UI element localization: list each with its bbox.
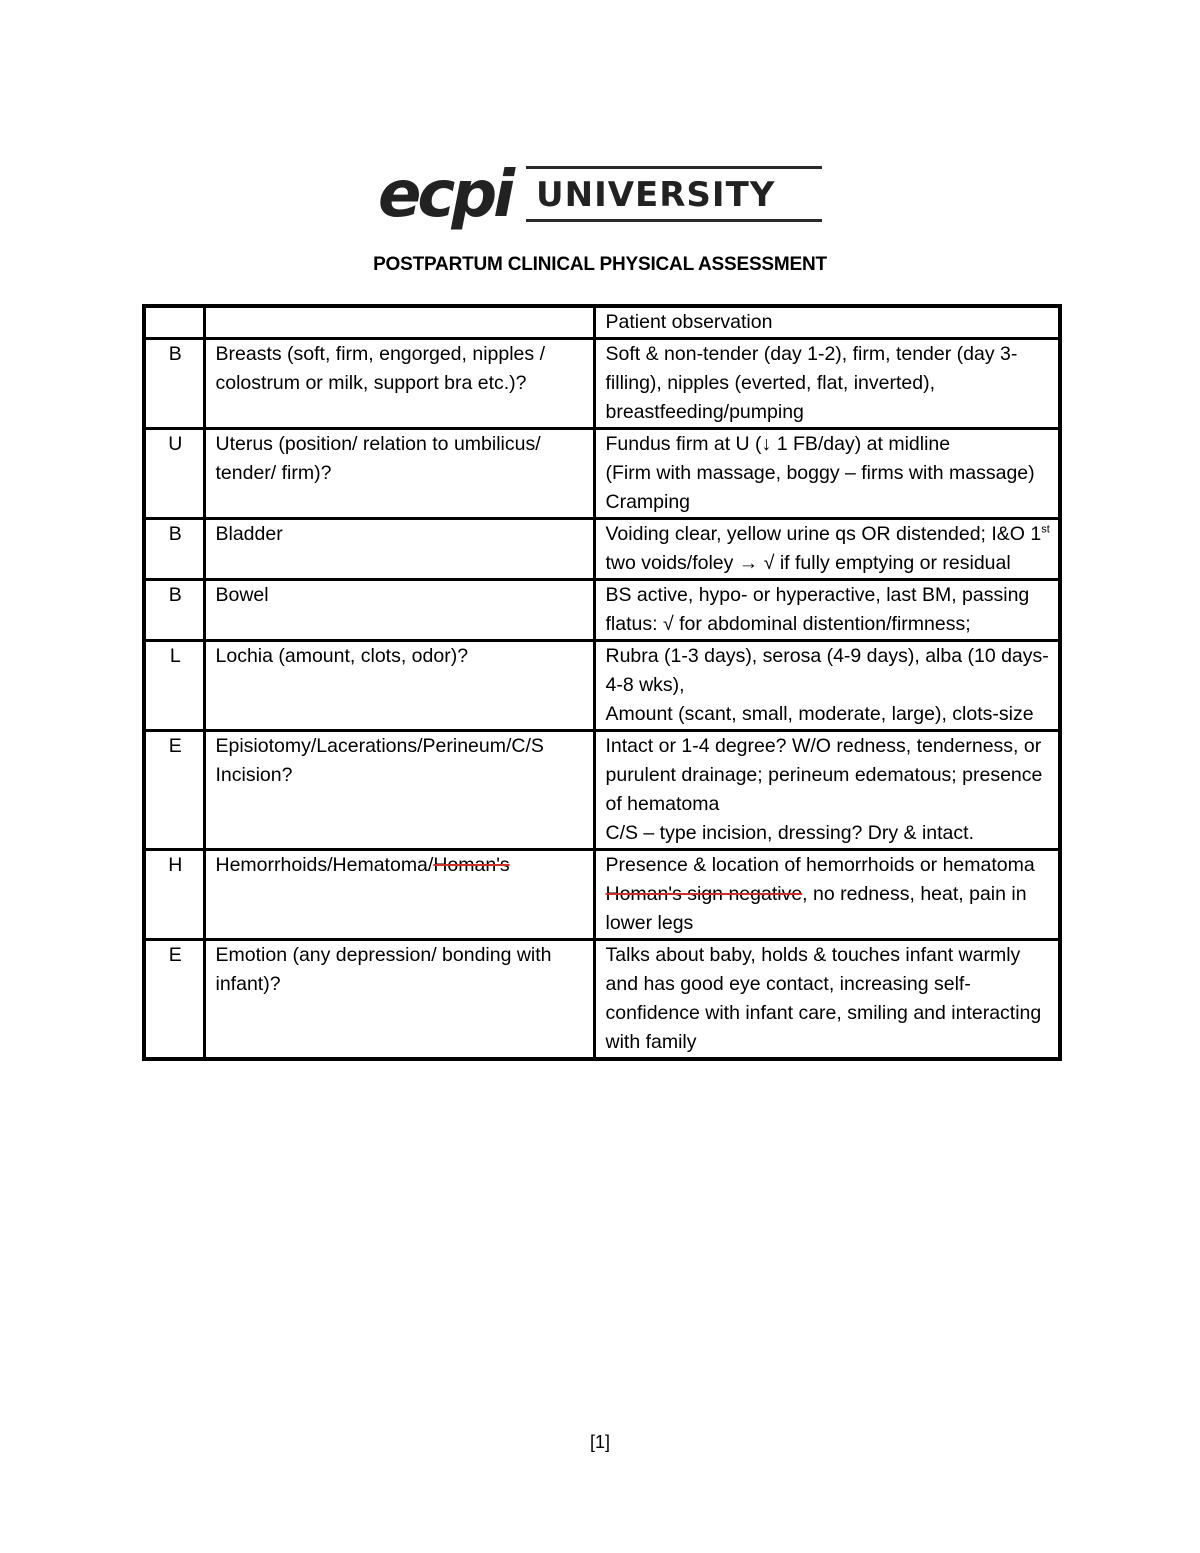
observation-line: Intact or 1-4 degree? W/O redness, tenderness, or purulent drainage; perineum edematous; presence of hematoma — [605, 735, 1043, 815]
row-letter: H — [144, 850, 204, 940]
row-letter: L — [144, 641, 204, 731]
row-item: Uterus (position/ relation to umbilicus/ tender/ firm)? — [204, 429, 594, 519]
row-item: Episiotomy/Lacerations/Perineum/C/S Incision? — [204, 731, 594, 850]
row-item: Breasts (soft, firm, engorged, nipples / colostrum or milk, support bra etc.)? — [204, 339, 594, 429]
header-observation-cell: Patient observation — [594, 306, 1060, 339]
item-text: Hemorrhoids/Hematoma/ — [215, 854, 434, 876]
row-item: Emotion (any depression/ bonding with infant)? — [204, 940, 594, 1060]
observation-line: Cramping — [605, 491, 691, 513]
struck-text: Homan's — [433, 854, 510, 876]
table-header-row — [144, 306, 1060, 339]
document-title: POSTPARTUM CLINICAL PHYSICAL ASSESSMENT — [373, 254, 827, 275]
table-row-bowel — [144, 580, 1060, 641]
row-observation — [594, 429, 1060, 519]
table-row-bladder — [144, 519, 1060, 580]
table-row-lochia — [144, 641, 1060, 731]
table-row-episiotomy — [144, 731, 1060, 850]
observation-text: two voids/foley → √ if fully emptying or residual — [605, 552, 1011, 574]
row-observation — [594, 641, 1060, 731]
row-item — [204, 850, 594, 940]
observation-line: Rubra (1-3 days), serosa (4-9 days), alba (10 days-4-8 wks), — [605, 645, 1049, 696]
observation-text: , no redness, heat, pain in lower legs — [605, 883, 1027, 934]
header-letter-cell — [144, 306, 204, 339]
observation-line: Fundus firm at U (↓ 1 FB/day) at midline — [605, 433, 951, 455]
header-item-cell — [204, 306, 594, 339]
table-row-uterus — [144, 429, 1060, 519]
observation-line: Presence & location of hemorrhoids or hematoma — [605, 854, 1035, 876]
observation-text: Voiding clear, yellow urine qs OR distended; I&O 1 — [605, 523, 1042, 545]
observation-line: Amount (scant, small, moderate, large), clots-size — [605, 703, 1034, 725]
row-letter: B — [144, 519, 204, 580]
row-item: Bowel — [204, 580, 594, 641]
row-letter: U — [144, 429, 204, 519]
row-observation — [594, 850, 1060, 940]
row-letter: B — [144, 580, 204, 641]
table-row-hemorrhoids — [144, 850, 1060, 940]
assessment-table — [142, 304, 1062, 1061]
row-observation — [594, 519, 1060, 580]
row-item: Bladder — [204, 519, 594, 580]
row-observation: Soft & non-tender (day 1-2), firm, tender (day 3-filling), nipples (everted, flat, inverted), breastfeeding/pumping — [594, 339, 1060, 429]
observation-line: C/S – type incision, dressing? Dry & intact. — [605, 822, 974, 844]
observation-line — [606, 880, 1051, 938]
ordinal-superscript: st — [1041, 523, 1050, 536]
observation-line: (Firm with massage, boggy – firms with massage) — [605, 462, 1035, 484]
row-observation: Talks about baby, holds & touches infant warmly and has good eye contact, increasing self-confidence with infant care, smiling and interacting with family — [594, 940, 1060, 1060]
row-letter: E — [144, 731, 204, 850]
logo-university-text: UNIVERSITY — [536, 175, 776, 215]
ecpi-university-logo — [376, 160, 822, 230]
table-row-emotion — [144, 940, 1060, 1060]
row-item: Lochia (amount, clots, odor)? — [204, 641, 594, 731]
row-letter: B — [144, 339, 204, 429]
struck-text: Homan's sign negative — [605, 883, 803, 905]
row-observation: BS active, hypo- or hyperactive, last BM, passing flatus: √ for abdominal distention/firmness; — [594, 580, 1060, 641]
logo-brand-text: ecpi — [378, 160, 512, 230]
row-observation — [594, 731, 1060, 850]
row-letter: E — [144, 940, 204, 1060]
table-row-breasts — [144, 339, 1060, 429]
page-number: [1] — [589, 1432, 610, 1452]
